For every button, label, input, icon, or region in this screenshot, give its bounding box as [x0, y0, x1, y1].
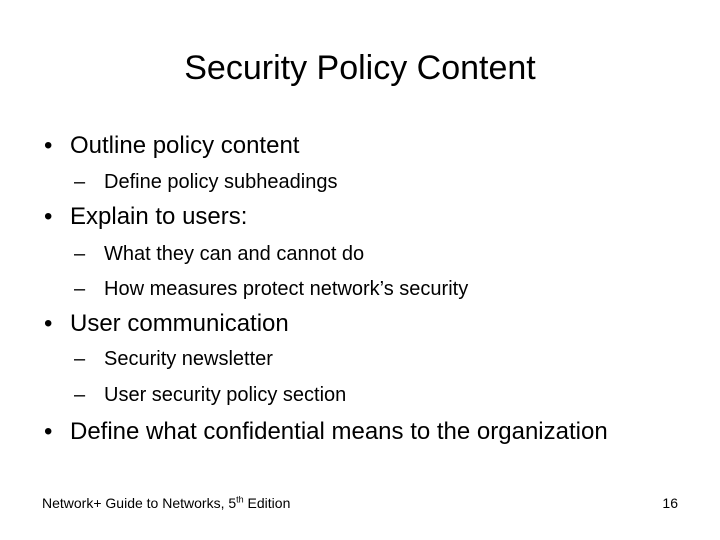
- sub-bullet-text: Define policy subheadings: [104, 171, 338, 193]
- sub-bullet-item: [74, 169, 338, 195]
- sub-bullet-marker: –: [74, 278, 86, 300]
- sub-bullet-text: Security newsletter: [104, 348, 273, 370]
- sub-bullet-item: [74, 346, 273, 372]
- bullet-text: Explain to users:: [70, 203, 248, 230]
- bullet-marker: •: [44, 132, 53, 159]
- bullet-marker: •: [44, 203, 53, 230]
- page-number: 16: [662, 495, 678, 511]
- sub-bullet-marker: –: [74, 243, 86, 265]
- bullet-text: Outline policy content: [70, 132, 300, 159]
- footer-source-superscript: th: [236, 494, 244, 505]
- sub-bullet-item: [74, 241, 364, 267]
- footer-source: [42, 494, 290, 512]
- bullet-item: [44, 417, 608, 447]
- bullet-marker: •: [44, 418, 53, 445]
- bullet-text: Define what confidential means to the organization: [70, 418, 608, 445]
- sub-bullet-text: How measures protect network’s security: [104, 278, 469, 300]
- sub-bullet-item: [74, 382, 346, 408]
- sub-bullet-marker: –: [74, 384, 86, 406]
- bullet-marker: •: [44, 310, 53, 337]
- sub-bullet-marker: –: [74, 171, 86, 193]
- sub-bullet-marker: –: [74, 348, 86, 370]
- bullet-item: [44, 202, 247, 232]
- bullet-text: User communication: [70, 310, 289, 337]
- footer-source-prefix: Network+ Guide to Networks, 5: [42, 495, 237, 511]
- bullet-item: [44, 131, 299, 161]
- bullet-item: [44, 309, 289, 339]
- slide-title: Security Policy Content: [184, 49, 536, 87]
- sub-bullet-text: User security policy section: [104, 384, 347, 406]
- sub-bullet-text: What they can and cannot do: [104, 243, 365, 265]
- footer-source-suffix: Edition: [243, 495, 291, 511]
- sub-bullet-item: [74, 276, 468, 302]
